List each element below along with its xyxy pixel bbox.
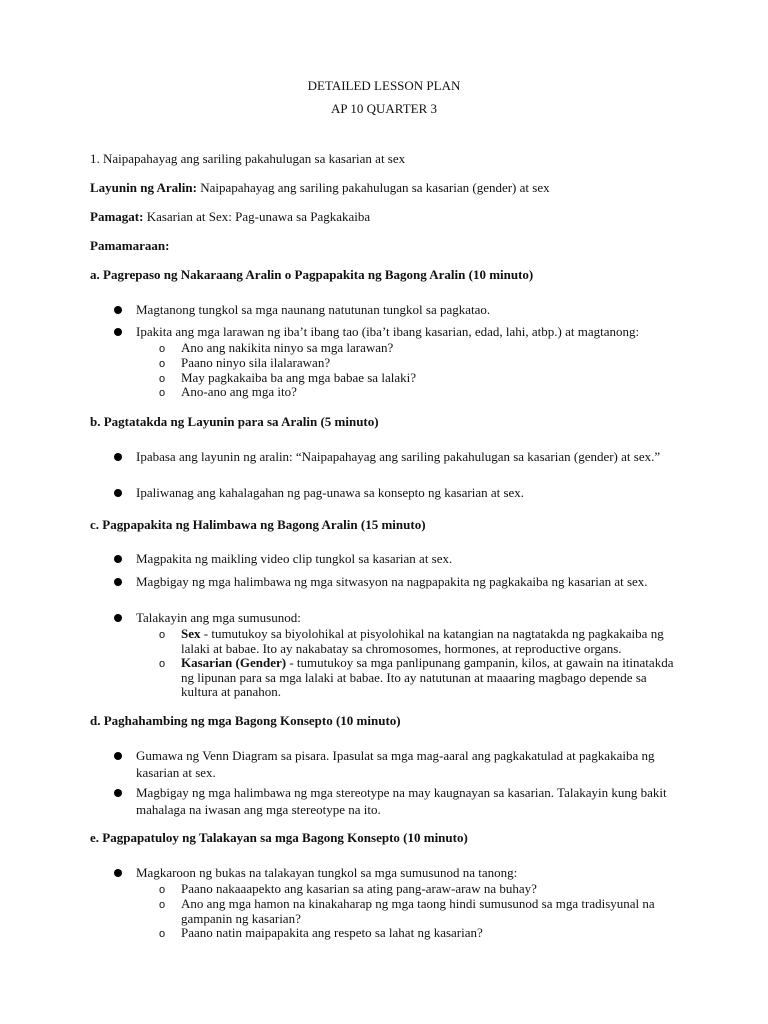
section-a-sub-1: Ano ang nakikita ninyo sa mga larawan? xyxy=(181,340,394,355)
bullet-icon xyxy=(114,614,122,622)
sub-bullet-icon: o xyxy=(159,358,166,370)
section-d-bullet-2: Magbigay ng mga halimbawa ng mga stereotype na may kaugnayan sa kasarian. Talakayin kung bakit mahalaga na iwasan ang mga stereotype na ito. xyxy=(136,785,667,817)
section-a-sub-2: Paano ninyo sila ilalarawan? xyxy=(181,355,331,370)
objective-intro: 1. Naipapahayag ang sariling pakahulugan sa kasarian at sex xyxy=(90,151,406,166)
sub-bullet-icon: o xyxy=(159,373,166,385)
bullet-icon xyxy=(114,752,122,760)
section-c-bullet-3: Talakayin ang mga sumusunod: xyxy=(136,610,301,625)
sub-bullet-icon: o xyxy=(159,884,166,896)
pamagat-label: Pamagat: xyxy=(90,209,144,224)
sub-bullet-icon: o xyxy=(159,658,166,670)
section-e-sub-1: Paano nakaaapekto ang kasarian sa ating pang-araw-araw na buhay? xyxy=(181,881,537,896)
bullet-icon xyxy=(114,578,122,586)
section-e-bullet-1: Magkaroon ng bukas na talakayan tungkol sa mga sumusunod na tanong: xyxy=(136,865,518,880)
section-c-sub-1: Sex - tumutukoy sa biyolohikal at pisyolohikal na katangian na nagtatakda ng pagkakaiba ng lalaki at babae. Ito ay nakabatay sa chromosomes, hormones, at reproductive organs. xyxy=(181,626,664,656)
sub-bullet-icon: o xyxy=(159,928,166,940)
section-a-sub-3: May pagkakaiba ba ang mga babae sa lalaki? xyxy=(181,370,416,385)
section-d-bullet-1: Gumawa ng Venn Diagram sa pisara. Ipasulat sa mga mag-aaral ang pagkakatulad at pagkakaiba ng kasarian at sex. xyxy=(136,748,655,780)
pamamaraan-heading: Pamamaraan: xyxy=(90,238,170,253)
document-subtitle: AP 10 QUARTER 3 xyxy=(331,101,437,116)
section-b-bullet-2: Ipaliwanag ang kahalagahan ng pag-unawa sa konsepto ng kasarian at sex. xyxy=(136,485,525,500)
document-title: DETAILED LESSON PLAN xyxy=(307,78,461,93)
term-kasarian: Kasarian (Gender) xyxy=(181,655,287,670)
pamagat-line xyxy=(90,209,680,225)
bullet-icon xyxy=(114,789,122,797)
pamagat-text: Kasarian at Sex: Pag-unawa sa Pagkakaiba xyxy=(143,209,371,224)
bullet-icon xyxy=(114,555,122,563)
bullet-icon xyxy=(114,453,122,461)
layunin-line xyxy=(90,180,680,196)
bullet-icon xyxy=(114,306,122,314)
section-a-heading: a. Pagrepaso ng Nakaraang Aralin o Pagpapakita ng Bagong Aralin (10 minuto) xyxy=(90,267,534,282)
sub-bullet-icon: o xyxy=(159,343,166,355)
section-a-bullet-2: Ipakita ang mga larawan ng iba’t ibang tao (iba’t ibang kasarian, edad, lahi, atbp.) at magtanong: xyxy=(136,324,640,339)
layunin-label: Layunin ng Aralin: xyxy=(90,180,197,195)
layunin-text: Naipapahayag ang sariling pakahulugan sa kasarian (gender) at sex xyxy=(196,180,550,195)
section-a-sub-4: Ano-ano ang mga ito? xyxy=(181,384,297,399)
bullet-icon xyxy=(114,489,122,497)
bullet-icon xyxy=(114,869,122,877)
sub-bullet-icon: o xyxy=(159,387,166,399)
section-c-heading: c. Pagpapakita ng Halimbawa ng Bagong Aralin (15 minuto) xyxy=(90,517,426,532)
section-d-heading: d. Paghahambing ng mga Bagong Konsepto (10 minuto) xyxy=(90,713,401,728)
section-b-bullet-1: Ipabasa ang layunin ng aralin: “Naipapahayag ang sariling pakahulugan sa kasarian (gender) at sex.” xyxy=(136,449,661,464)
bullet-icon xyxy=(114,328,122,336)
sub-bullet-icon: o xyxy=(159,899,166,911)
section-e-sub-2: Ano ang mga hamon na kinakaharap ng mga taong hindi sumusunod sa mga tradisyunal na gampanin ng kasarian? xyxy=(181,896,655,926)
section-e-heading: e. Pagpapatuloy ng Talakayan sa mga Bagong Konsepto (10 minuto) xyxy=(90,830,468,845)
section-c-bullet-1: Magpakita ng maikling video clip tungkol sa kasarian at sex. xyxy=(136,551,453,566)
section-c-sub-2: Kasarian (Gender) - tumutukoy sa mga panlipunang gampanin, kilos, at gawain na itinatakda ng lipunan para sa mga lalaki at babae. Ito ay natutunan at maaaring magbago depende sa kultura at panahon. xyxy=(181,655,674,699)
sub-bullet-icon: o xyxy=(159,629,166,641)
term-sex: Sex xyxy=(181,626,201,641)
section-a-bullet-1: Magtanong tungkol sa mga naunang natutunan tungkol sa pagkatao. xyxy=(136,302,491,317)
section-e-sub-3: Paano natin maipapakita ang respeto sa lahat ng kasarian? xyxy=(181,925,483,940)
section-c-bullet-2: Magbigay ng mga halimbawa ng mga sitwasyon na nagpapakita ng pagkakaiba ng kasarian at sex. xyxy=(136,574,648,589)
section-b-heading: b. Pagtatakda ng Layunin para sa Aralin (5 minuto) xyxy=(90,414,379,429)
